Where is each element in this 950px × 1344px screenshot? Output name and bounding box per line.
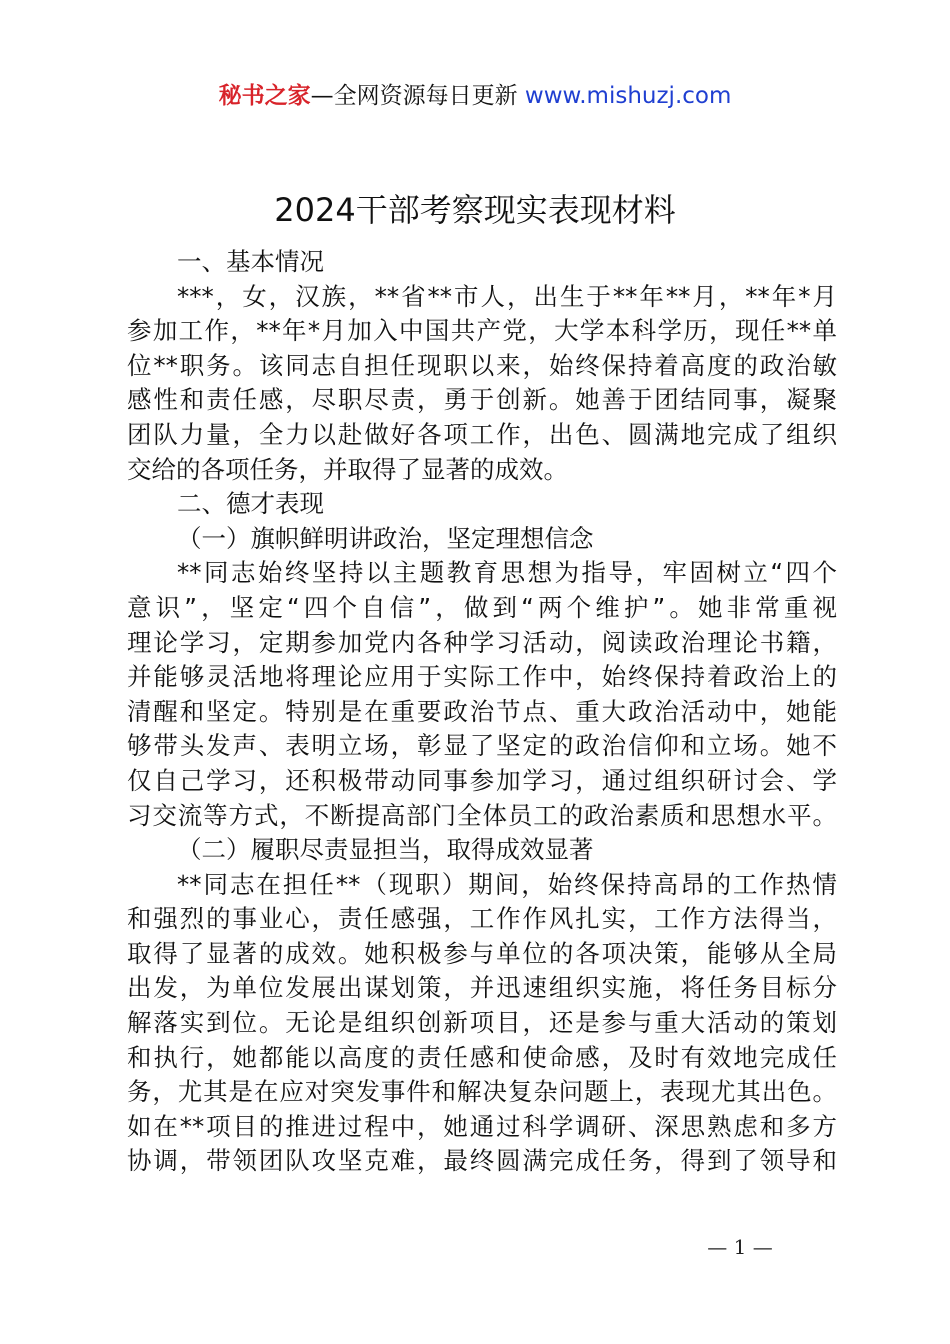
body-text-line: 位**职务。该同志自担任现职以来，始终保持着高度的政治敏	[127, 350, 837, 380]
body-text-line: 如在**项目的推进过程中，她通过科学调研、深思熟虑和多方	[127, 1111, 837, 1141]
page-number: — 1 —	[707, 1235, 773, 1259]
document-title: 2024干部考察现实表现材料	[274, 191, 676, 229]
body-text-line: 清醒和坚定。特别是在重要政治节点、重大政治活动中，她能	[127, 696, 837, 726]
body-text-line: 解落实到位。无论是组织创新项目，还是参与重大活动的策划	[127, 1008, 837, 1038]
body-text-line: 和执行，她都能以高度的责任感和使命感，及时有效地完成任	[127, 1042, 837, 1072]
body-text-line: （一）旗帜鲜明讲政治，坚定理想信念	[177, 523, 594, 553]
body-text-line: 习交流等方式，不断提高部门全体员工的政治素质和思想水平。	[127, 800, 837, 830]
site-url-link[interactable]: www.mishuzj.com	[524, 83, 732, 109]
site-header	[0, 80, 950, 112]
body-text-line: 够带头发声、表明立场，彰显了坚定的政治信仰和立场。她不	[127, 731, 837, 761]
body-text-line: 意识”，坚定“四个自信”，做到“两个维护”。她非常重视	[127, 592, 837, 622]
header-tagline: —全网资源每日更新	[310, 83, 525, 109]
body-text-line: 协调，带领团队攻坚克难，最终圆满完成任务，得到了领导和	[127, 1146, 837, 1176]
body-text-line: 二、德才表现	[177, 489, 324, 519]
body-text-line: 和强烈的事业心，责任感强，工作作风扎实，工作方法得当，	[127, 904, 837, 934]
body-text-line: 并能够灵活地将理论应用于实际工作中，始终保持着政治上的	[127, 662, 837, 692]
body-text-line: 理论学习，定期参加党内各种学习活动，阅读政治理论书籍，	[127, 627, 837, 657]
body-text-line: 团队力量，全力以赴做好各项工作，出色、圆满地完成了组织	[127, 419, 837, 449]
body-text-line: **同志在担任**（现职）期间，始终保持高昂的工作热情	[177, 869, 837, 899]
body-text-line: 出发，为单位发展出谋划策，并迅速组织实施，将任务目标分	[127, 973, 837, 1003]
body-text-line: 仅自己学习，还积极带动同事参加学习，通过组织研讨会、学	[127, 765, 837, 795]
document-body	[127, 245, 837, 1179]
body-text-line: 参加工作，**年*月加入中国共产党，大学本科学历，现任**单	[127, 316, 837, 346]
body-text-line: 感性和责任感，尽职尽责，勇于创新。她善于团结同事，凝聚	[127, 385, 837, 415]
body-text-line: ***，女，汉族，**省**市人，出生于**年**月，**年*月	[177, 281, 837, 311]
body-text-line: （二）履职尽责显担当，取得成效显著	[177, 835, 594, 865]
brand-name: 秘书之家	[218, 83, 311, 109]
body-text-line: **同志始终坚持以主题教育思想为指导，牢固树立“四个	[177, 558, 837, 588]
body-text-line: 一、基本情况	[177, 247, 324, 276]
body-text-line: 务，尤其是在应对突发事件和解决复杂问题上，表现尤其出色。	[127, 1077, 837, 1107]
body-text-line: 取得了显著的成效。她积极参与单位的各项决策，能够从全局	[127, 938, 837, 968]
body-text-line: 交给的各项任务，并取得了显著的成效。	[127, 454, 568, 484]
